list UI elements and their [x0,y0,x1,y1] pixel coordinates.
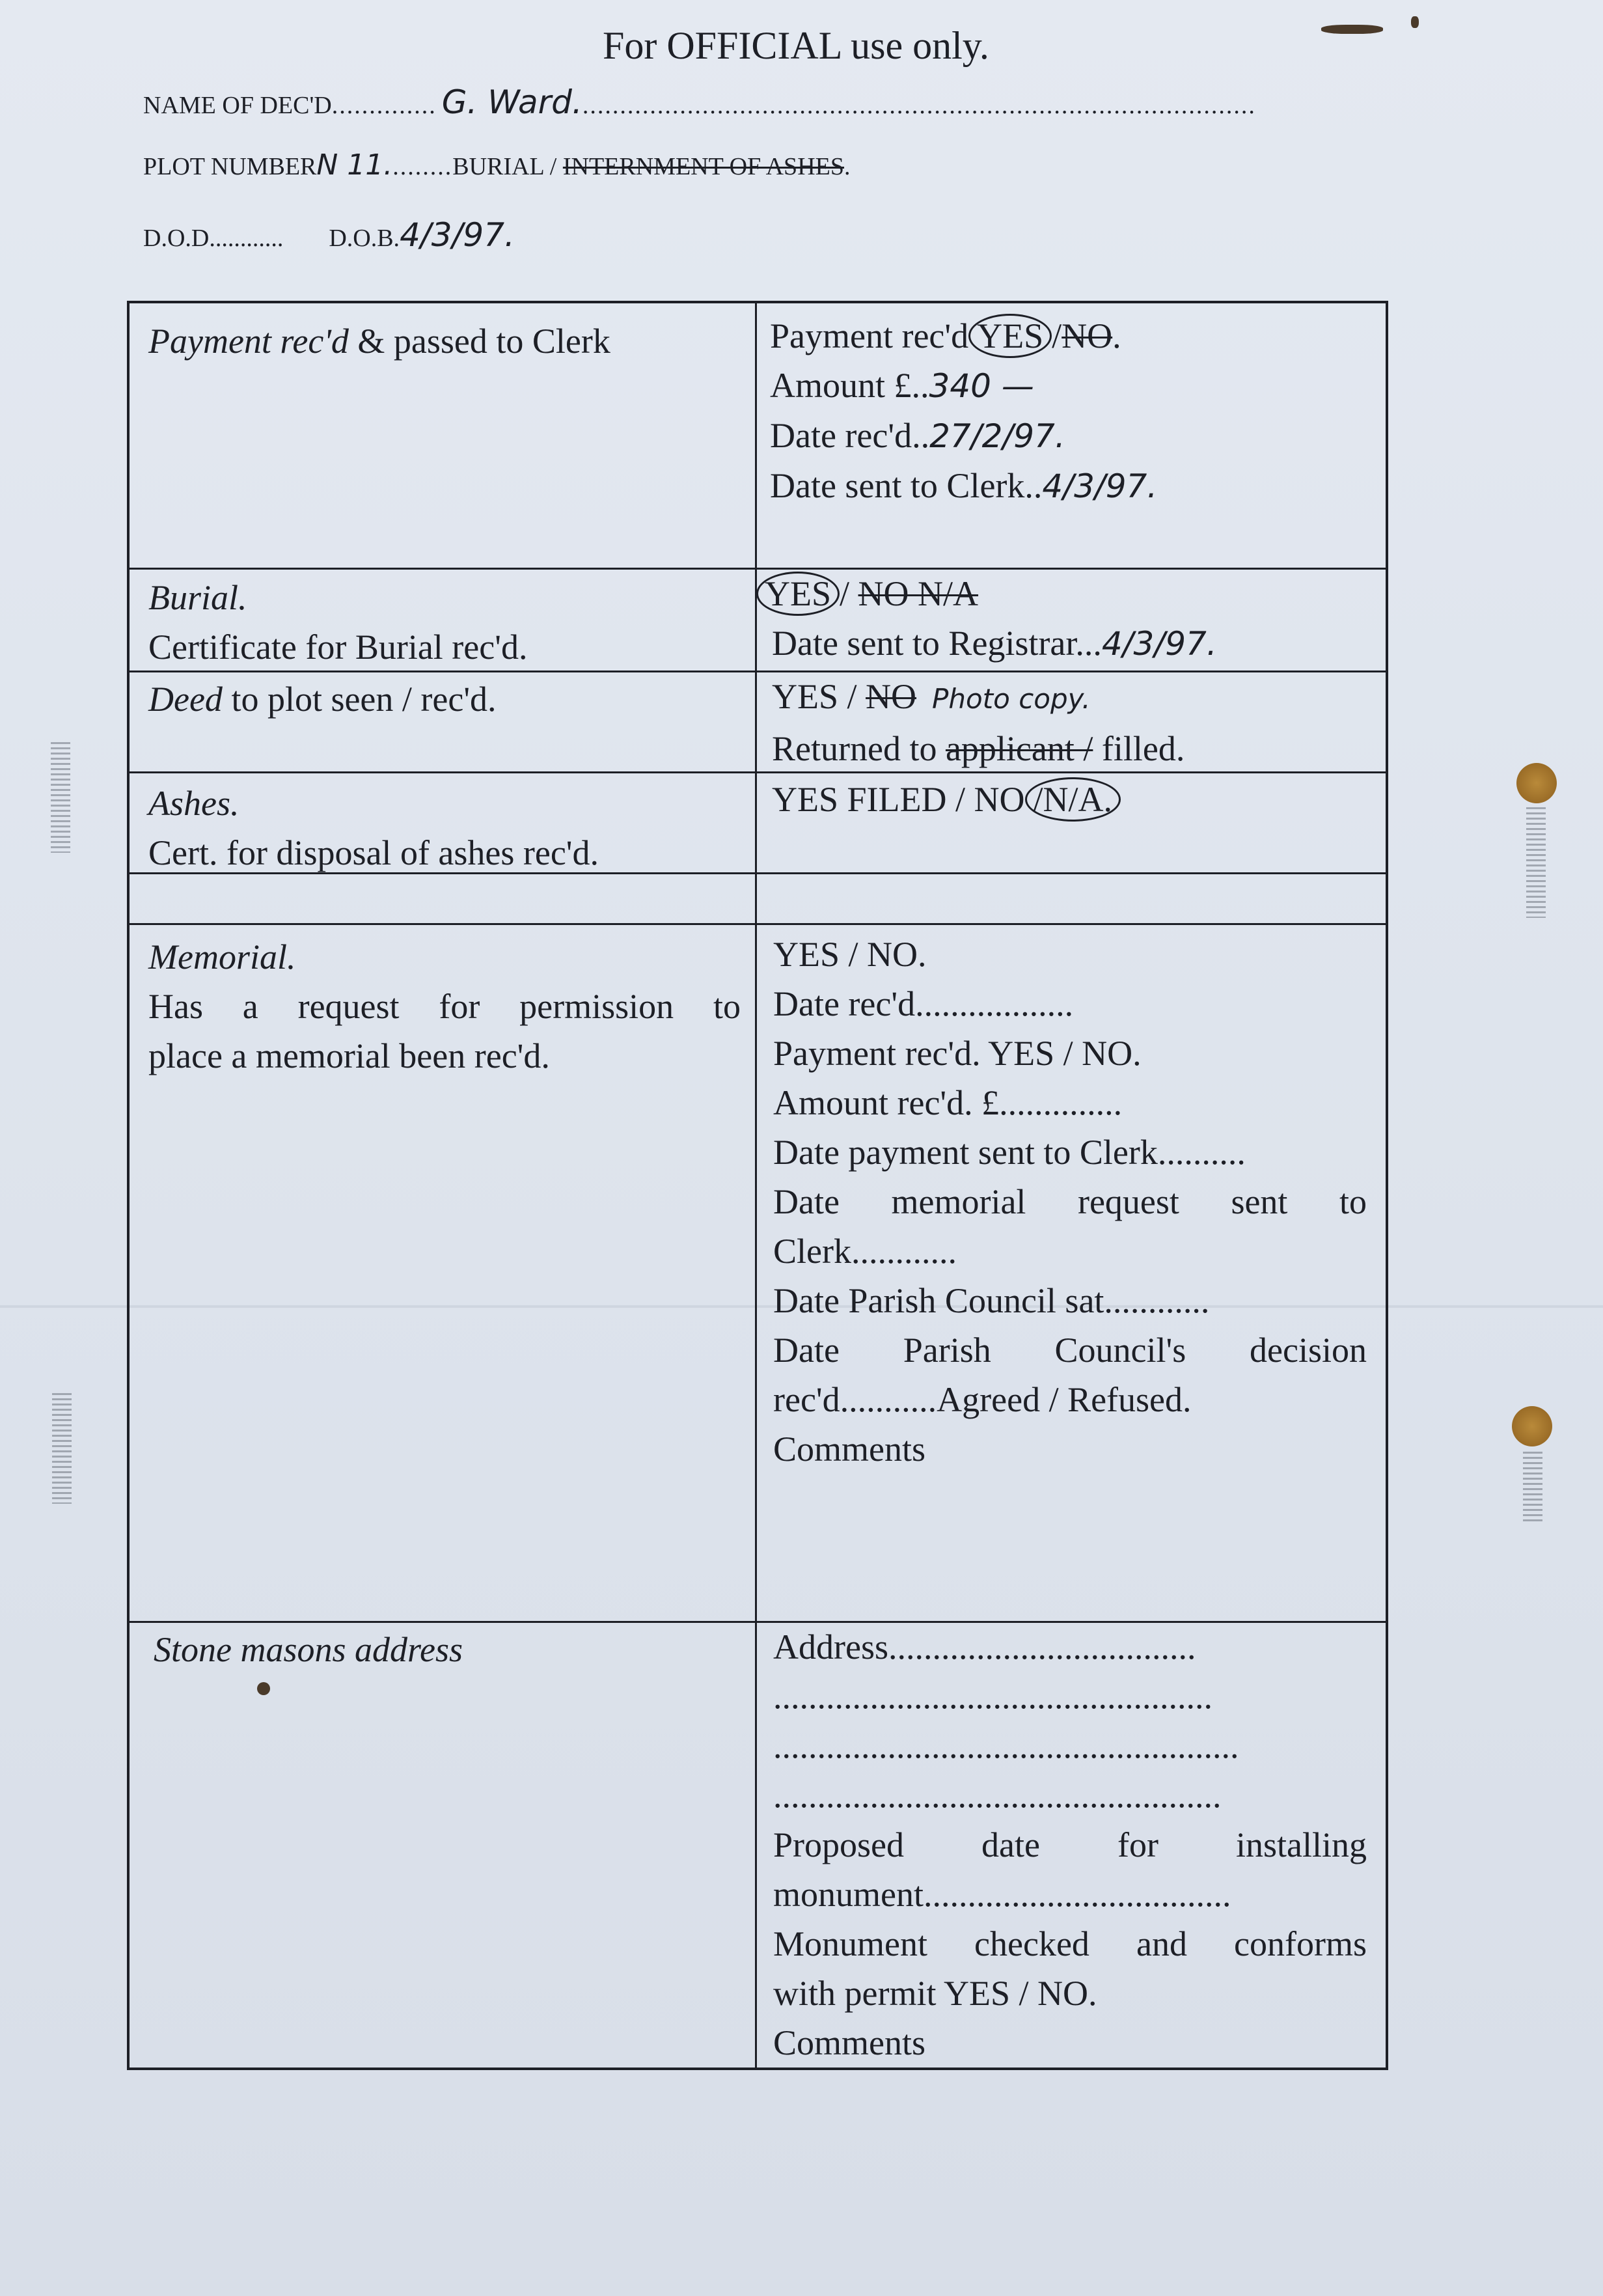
registrar-value: 4/3/97. [1101,625,1217,663]
memorial-right-cell [773,930,1367,1474]
returned-struck: applicant / [945,729,1093,768]
ashes-right-cell [772,775,1121,824]
dob-value: 4/3/97. [400,216,515,254]
memorial-line: Amount rec'd. £.............. [773,1083,1123,1122]
date-sent-clerk-label: Date sent to Clerk.. [770,466,1043,505]
registrar-label: Date sent to Registrar... [772,624,1102,663]
punch-hole-lower [1512,1406,1552,1446]
date-received-value: 27/2/97. [929,417,1065,455]
memorial-line: rec'd...........Agreed / Refused. [773,1380,1192,1419]
deed-no-struck: NO [866,677,917,716]
ink-speck [1411,16,1419,28]
memorial-line: YES / NO. [773,935,927,974]
page-title: For OFFICIAL use only. [603,24,989,67]
mason-left-cell [154,1625,463,1674]
payment-received-label: Payment rec'd [770,316,969,355]
plot-value: N 11. [316,148,393,182]
ashes-left-cell [148,779,599,878]
scan-smudge-left-lower [52,1393,72,1504]
row-divider [127,771,1386,773]
amount-value: 340 — [929,367,1034,405]
deed-note: Photo copy. [932,683,1091,715]
scan-smudge-right-upper [1526,807,1546,918]
burial-sep: / [840,574,858,613]
ashes-heading: Ashes. [148,784,240,823]
memorial-line: Date payment sent to Clerk.......... [773,1133,1246,1172]
burial-yes-circled: YES [756,572,840,616]
table-column-divider [755,301,757,2068]
scan-smudge-left-upper [51,742,70,853]
dod-label: D.O.D............ [143,225,284,252]
date-row [143,216,515,254]
burial-heading: Burial. [148,578,247,617]
memorial-left-cell [148,932,741,1081]
internment-end: . [843,153,851,180]
deed-heading: Deed [148,680,223,719]
scan-smudge-right-lower [1523,1452,1542,1523]
memorial-heading: Memorial. [148,937,296,976]
burial-right-cell [756,569,1217,669]
memorial-line: Date rec'd.................. [773,984,1074,1023]
payment-end: . [1112,316,1121,355]
deed-heading-rest: to plot seen / rec'd. [222,680,497,719]
memorial-line: Comments [773,1430,926,1469]
mason-line: Monument checked and conforms [773,1924,1367,1963]
deed-yes: YES / [772,677,866,716]
memorial-line: Date Parish Council sat............ [773,1281,1210,1320]
date-sent-clerk-value: 4/3/97. [1042,467,1158,505]
payment-sep: / [1052,316,1062,355]
memorial-text-line2: place a memorial been rec'd. [148,1036,550,1075]
payment-heading-rest: & passed to Clerk [348,322,610,361]
burial-label: BURIAL / [452,153,563,180]
burial-left-cell [148,573,527,672]
mason-line: monument................................... [773,1875,1231,1914]
memorial-line: Date memorial request sent to [773,1182,1367,1221]
plot-label: PLOT NUMBER [143,153,317,180]
returned-label: Returned to [772,729,946,768]
memorial-line: Date Parish Council's decision [773,1331,1367,1370]
punch-hole-upper [1516,763,1557,803]
name-trailing-dots: .......................................................................................... [582,92,1256,119]
ink-stain [1321,25,1383,34]
burial-text: Certificate for Burial rec'd. [148,628,528,667]
mason-line: Comments [773,2023,926,2062]
memorial-line: Clerk............ [773,1232,957,1271]
mason-line: .................................................. [773,1677,1213,1716]
payment-no-struck: NO [1062,316,1113,355]
burial-no-na-struck: NO N/A [858,574,979,613]
mason-line: Address................................... [773,1627,1196,1667]
returned-end: filled. [1093,729,1185,768]
ashes-na-circled: /N/A. [1025,777,1121,822]
mason-line: with permit YES / NO. [773,1974,1097,2013]
deed-right-cell [772,672,1185,773]
plot-row [143,148,850,182]
name-label: NAME OF DEC'D [143,92,332,119]
mason-line: ................................................... [773,1776,1222,1815]
mason-line: Proposed date for installing [773,1825,1367,1864]
ashes-text: Cert. for disposal of ashes rec'd. [148,833,599,872]
payment-heading: Payment rec'd [148,322,349,361]
payment-yes-circled: YES [968,314,1052,358]
internment-label: INTERNMENT OF ASHES [562,153,844,180]
row-divider [127,923,1386,925]
payment-left-cell [148,316,610,366]
plot-dots: ........ [392,153,453,180]
mason-heading: Stone masons address [154,1630,463,1669]
date-received-label: Date rec'd.. [770,416,930,455]
memorial-line: Payment rec'd. YES / NO. [773,1034,1142,1073]
memorial-text-line1: Has a request for permission to [148,987,741,1026]
name-row [143,83,1256,121]
deed-left-cell [148,674,497,724]
amount-label: Amount £.. [770,366,929,405]
name-value: G. Ward. [441,83,582,121]
ashes-status: YES FILED / NO [772,780,1025,819]
mason-right-cell [773,1622,1367,2068]
payment-right-cell [770,311,1157,511]
mason-line: ..................................................... [773,1726,1239,1765]
name-dots: .............. [331,92,437,119]
dob-label: D.O.B. [329,225,400,252]
